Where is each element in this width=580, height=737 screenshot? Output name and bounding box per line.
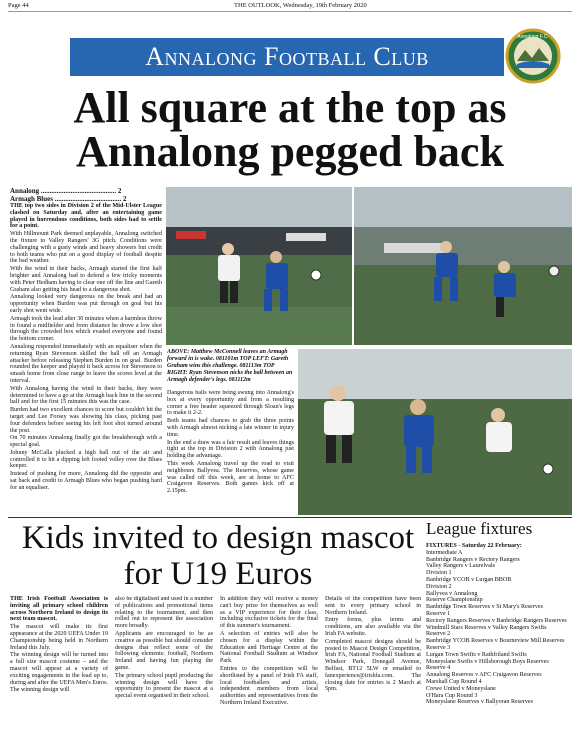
article-paragraph: Annalong responded immediately with an equaliser when the returning Ryan Stevenson skilled the ball off an Armagh attacker before releasing Stephen Burden in on goal. Burden rounded the keeper and played it back across for Stevenson to smash home from close range to leave the scores level at the interval. [10, 343, 162, 384]
fixture-line: Windmill Stars Reserves v Valley Rangers Swifts [426, 624, 547, 631]
fixture-line: Reserve Championship [426, 597, 483, 604]
story2-lead: THE Irish Football Association is inviting all primary school children across Northern Ireland to design its next team mascot. [10, 596, 108, 623]
story2-column-1 [10, 596, 108, 732]
article-paragraph: In the end a draw was a fair result and leaves things tight at the top in Division 2 with Annalong just holding the advantage. [167, 439, 294, 460]
page-number: Page 44 [8, 2, 29, 9]
article-column-2 [167, 390, 294, 514]
fixture-line: Moneyslane Reserves v Ballyoran Reserves [426, 699, 533, 706]
section-title: Annalong Football Club [145, 42, 429, 71]
story2-paragraph: The winning design will [10, 687, 70, 694]
main-headline: All square at the top as Annalong pegged back [73, 83, 507, 176]
fixtures-list [426, 543, 574, 706]
fixture-line: Moneyslane Swifts v Hillsborough Boys Reserves [426, 658, 549, 665]
fixture-line: Rectory Rangers Reserves v Banbridge Rangers Reserves [426, 617, 567, 624]
fixtures-title: League fixtures [426, 519, 533, 538]
story2-column-2 [115, 596, 213, 732]
story2-paragraph: Entries to the competition will be shortlisted by a panel of Irish FA staff, local footballers and artists, independent members from local authorities and representatives from the Northern Ireland Executive. [220, 665, 318, 706]
section-banner [70, 38, 504, 76]
article-paragraph: With Hillmount Park deemed unplayable, Annalong switched the fixture to Valley Rangers' 3G pitch. Conditions were challenging with a gusty winds and heavy showers but credit to both teams who put on a good display of football despite the bad weather. [10, 231, 162, 265]
story2-paragraph: The primary school pupil producing the winning design will have the opportunity to present the mascot at a special event organised in their school. [115, 672, 213, 700]
story2-paragraph: The winning design will be turned into a full size mascot costume – and the mascot will appear at a variety of exciting engagements in the lead up to, during and after the UEFA Men's Euros. [10, 652, 108, 686]
story2-paragraph: A selection of entries will also be chosen for a display within the Education and Heritage Centre at the National Football Stadium at Windsor Park. [220, 630, 318, 665]
fixture-line: Banbridge Rangers v Rectory Rangers [426, 556, 520, 563]
crest-text: Annalong F.C. [517, 34, 549, 40]
article-paragraph: Instead of pushing for more, Annalong did the opposite and sat back and credit to Armagh Blues who began pushing hard for an equaliser. [10, 471, 162, 491]
story2-paragraph: The mascot will make its first appearance at the 2020 UEFA Under 19 Championship being held in Northern Ireland this July. [10, 624, 108, 651]
fixture-line: Reserve 1 [426, 610, 451, 617]
score-home: Annalong ........................................... 2 [10, 187, 122, 195]
fixtures-heading: FIXTURES - Saturday 22 February: [426, 543, 522, 549]
article-paragraph: Dangerous balls were being swung into Annalong's box at every opportunity and from a resulting corner a free header squeezed through Sloan's legs to make it 2-2. [167, 390, 294, 417]
story2-paragraph: Details of the competition have been sent to every primary school in Northern Ireland. [325, 596, 421, 616]
story2-paragraph: In addition they will receive a money can't buy prize for themselves as well as a VIP experience for their class, including exclusive tickets for the final of this summer's tournament. [220, 596, 318, 630]
page-header [8, 2, 572, 12]
fixture-line: Banbridge YCOB v Lurgan BBOB [426, 576, 512, 583]
story2-headline: Kids invited to design mascot for U19 Euros [21, 520, 415, 592]
fixture-line: Division 1 [426, 570, 452, 577]
article-paragraph: On 70 minutes Annalong finally got the breakthrough with a special goal. [10, 435, 162, 449]
fixture-line: Intermediate A [426, 549, 463, 556]
story2-paragraph: Completed mascot designs should be posted to Mascot Design Competition, Irish FA, National Football Stadium at Windsor Park, Donegall Avenue, Belfast, BT12 5LW or emailed to fanexperience@irishfa.com. The closing date for entries is 2 March at 5pm. [325, 638, 421, 693]
club-crest-icon [505, 28, 561, 84]
photo-top-right [354, 187, 572, 345]
photo-caption: ABOVE: Matthew McConnell leaves an Armagh forward in is wake. 081101m TOP LEFT: Gareth Graham wins this challenge. 081113m TOP RIGHT: Ryan Stevenson nicks the ball between an Armagh defender's legs. 081112m [167, 349, 293, 383]
story2-column-3 [220, 596, 318, 732]
fixture-line: Marshall Cup Round 4 [426, 678, 482, 685]
photo-top-left [166, 187, 352, 345]
fixture-line: Ballyvea v Annalong [426, 590, 478, 597]
article-paragraph: Armagh took the lead after 30 minutes when a harmless throw in found a midfielder and from distance he drove a low shot through the crowded box which evaded everyone and found the bottom corner. [10, 315, 162, 343]
story2-paragraph: Applicants are encouraged to be as creative as possible but should consider designs that reflect some of the following elements: football, Northern Ireland and having fun playing the game. [115, 630, 213, 671]
score-away: Armagh Blues ...................................... 2 [10, 195, 127, 203]
article-paragraph: With the wind in their backs, Armagh started the first half brighter and Annalong had to defend a few tricky moments with Peter Hedham having to clear one off the line and Gareth Graham also getting his head to a dangerous shot. [10, 266, 162, 293]
fixture-line: Crewe United v Moneyslane [426, 685, 496, 692]
story2-column-4 [325, 596, 421, 732]
story2-paragraph: Entry forms, plus terms and conditions, are also available via the Irish FA website. [325, 617, 421, 637]
article-paragraph: Johnny McCalla plucked a high ball out of the air and controlled it to hit a dipping left footed volley over the Blues keeper. [10, 449, 162, 470]
fixture-line: Reserve 4 [426, 665, 451, 672]
article-paragraph: This week Annalong travel up the road to visit neighbours Ballyvea. The Reserves, whose game was called off this week, are at home to AFC Craigavon Reserves. Both games kick off at 2.15pm. [167, 460, 294, 495]
fixture-line: Reserve 3 [426, 644, 451, 651]
article-column-1 [10, 187, 162, 517]
article-paragraph: With Annalong having the wind in their backs, they were determined to have a go at the Armagh back line in the second half and for the first 15 minutes this was the case. [10, 385, 162, 406]
article-paragraph: Both teams had chances to grab the three points with Armagh almost nicking a late winner in injury time. [167, 418, 294, 438]
fixture-line: Annalong Reserves v AFC Craigavon Reserves [426, 672, 542, 679]
section-divider [8, 517, 572, 518]
fixture-line: O'Hara Cup Round 3 [426, 692, 478, 699]
fixture-line: Lurgan Town Swifts v Rathfriland Swifts [426, 651, 527, 658]
fixture-line: Division 2 [426, 583, 452, 590]
photo-bottom [298, 349, 572, 515]
article-paragraph: Burden had two excellent chances to score but couldn't hit the target and Lee Forsey was showing his class, picking past four defenders before seeing his left foot shot turned around the post. [10, 407, 162, 434]
article-paragraph: Annalong looked very dangerous on the break and had an opportunity when Burden was put through on goal but his early shot went wide. [10, 294, 162, 314]
fixture-line: Banbridge YCOB Reserves v Bourneview Mill Reserves [426, 638, 565, 645]
fixture-line: Banbridge Town Reserves v St Mary's Reserves [426, 604, 543, 611]
fixture-line: Reserve 2 [426, 631, 451, 638]
story2-paragraph: also be digitalised and used in a number of publications and promotional items relating to the tournament, and then rolled out to represent the association more broadly. [115, 596, 213, 630]
issue-date: THE OUTLOOK, Wednesday, 19th February 2020 [234, 2, 367, 9]
fixture-line: Valley Rangers v Laurelvale [426, 563, 496, 570]
article-intro: THE top two sides in Division 2 of the Mid-Ulster League clashed on Saturday and, after an entertaining game played in horrendous conditions, both sides had to settle for a point. [10, 203, 162, 230]
